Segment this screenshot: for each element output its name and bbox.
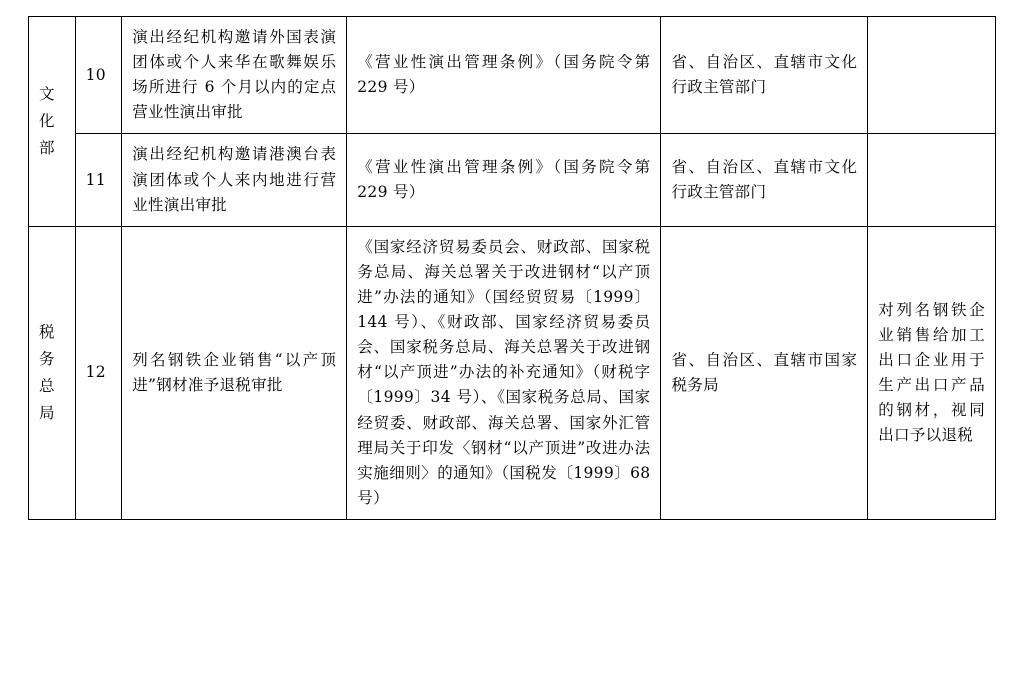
cell-item: 列名钢铁企业销售“以产顶进”钢材准予退税审批 [122, 226, 347, 519]
cell-authority: 省、自治区、直辖市文化行政主管部门 [661, 134, 868, 226]
cell-legal-basis: 《国家经济贸易委员会、财政部、国家税务总局、海关总署关于改进钢材“以产顶进”办法的通知》（国经贸贸易〔1999〕144 号）、《财政部、国家经济贸易委员会、国家税务总局、海关总署关于改进钢材“以产顶进”办法的补充通知》（财税字〔1999〕34 号）、《国家税务总局、国家经贸委、财政部、海关总署、国家外汇管理局关于印发〈钢材“以产顶进”改进办法实施细则〉的通知》（国税发〔1999〕68 号） [347, 226, 661, 519]
department-label-vertical: 税 务 总 局 [39, 322, 55, 422]
table-row [29, 226, 996, 519]
cell-number: 12 [75, 226, 122, 519]
table-row [29, 134, 996, 226]
cell-remark: 对列名钢铁企业销售给加工出口企业用于生产出口产品的钢材，视同出口予以退税 [868, 226, 996, 519]
cell-number: 11 [75, 134, 122, 226]
cell-item: 演出经纪机构邀请外国表演团体或个人来华在歌舞娱乐场所进行 6 个月以内的定点营业性演出审批 [122, 17, 347, 134]
cell-legal-basis: 《营业性演出管理条例》（国务院令第 229 号） [347, 17, 661, 134]
table-row [29, 17, 996, 134]
cell-remark [868, 134, 996, 226]
cell-department [29, 226, 76, 519]
cell-remark [868, 17, 996, 134]
cell-legal-basis: 《营业性演出管理条例》（国务院令第 229 号） [347, 134, 661, 226]
department-label-vertical: 文 化 部 [39, 84, 55, 157]
cell-authority: 省、自治区、直辖市文化行政主管部门 [661, 17, 868, 134]
cell-authority: 省、自治区、直辖市国家税务局 [661, 226, 868, 519]
cell-department [29, 17, 76, 227]
cell-number: 10 [75, 17, 122, 134]
approval-items-table [28, 16, 996, 520]
cell-item: 演出经纪机构邀请港澳台表演团体或个人来内地进行营业性演出审批 [122, 134, 347, 226]
